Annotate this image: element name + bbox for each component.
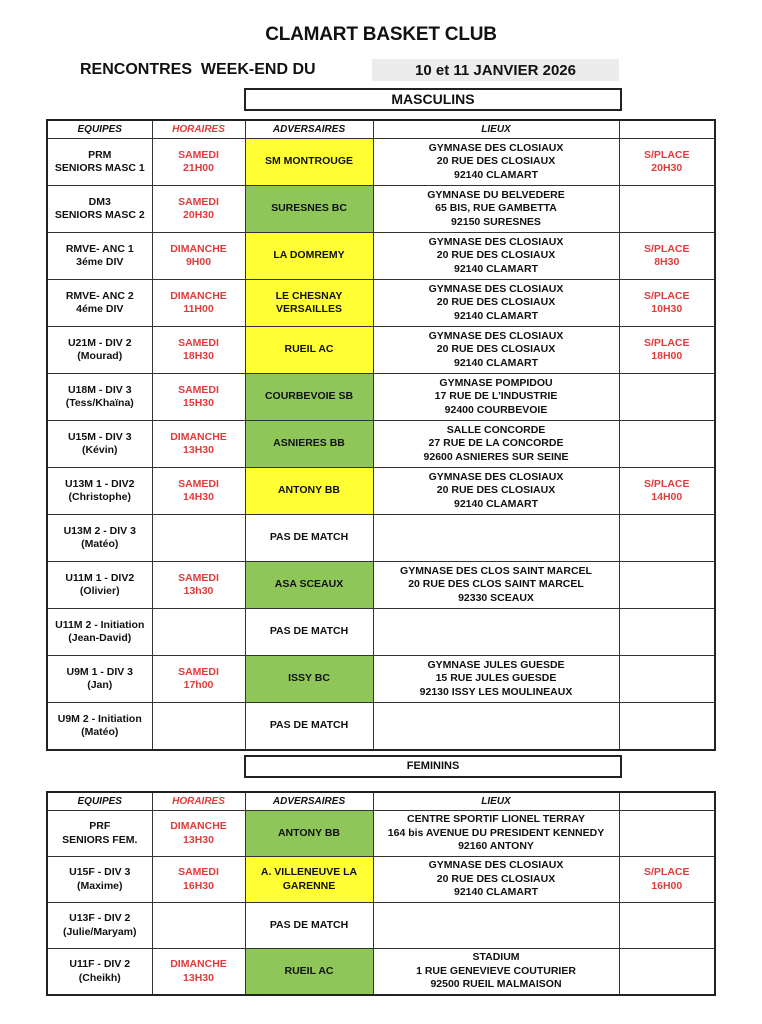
venue-cell: [373, 280, 619, 327]
opponent-cell: [245, 374, 373, 421]
venue-line: 20 RUE DES CLOSIAUX: [436, 296, 556, 309]
venue-cell: [373, 186, 619, 233]
venue-line: GYMNASE DES CLOSIAUX: [428, 282, 564, 295]
opponent-line: COURBEVOIE SB: [264, 390, 354, 403]
opponent-line: LA DOMREMY: [273, 249, 345, 262]
venue-line: GYMNASE DES CLOSIAUX: [428, 470, 564, 483]
opponent-line: GARENNE: [282, 879, 336, 892]
time-cell: [152, 949, 245, 996]
time-line: 16H30: [183, 879, 214, 892]
table-header-row: [47, 120, 715, 139]
opponent-line: RUEIL AC: [284, 343, 334, 356]
team-line: U11M 2 - Initiation: [55, 618, 145, 631]
rendez-vous-line: 14H00: [651, 491, 683, 503]
venue-line: GYMNASE POMPIDOU: [439, 376, 553, 389]
time-line: 17h00: [183, 679, 214, 691]
venue-cell: [373, 811, 619, 857]
header-lieux: LIEUX: [373, 792, 619, 811]
time-cell: [152, 327, 245, 374]
rendez-vous-cell: [619, 374, 715, 421]
opponent-line: PAS DE MATCH: [269, 531, 349, 544]
time-cell: [152, 562, 245, 609]
rendez-vous-line: S/PLACE: [643, 477, 690, 490]
opponent-line: ASA SCEAUX: [274, 578, 344, 591]
venue-line: GYMNASE DES CLOSIAUX: [428, 329, 564, 342]
venue-line: 92130 ISSY LES MOULINEAUX: [419, 685, 573, 698]
team-cell: [47, 562, 152, 609]
opponent-line: ASNIERES BB: [273, 437, 345, 450]
opponent-cell: [245, 327, 373, 374]
team-cell: [47, 468, 152, 515]
opponent-line: ISSY BC: [288, 672, 330, 685]
time-cell: [152, 656, 245, 703]
time-line: 20H30: [183, 209, 214, 221]
venue-line: GYMNASE DES CLOSIAUX: [428, 235, 564, 248]
header-rendez-vous: [619, 792, 715, 811]
team-line: PRF: [89, 820, 111, 832]
table-row: [47, 186, 715, 233]
rendez-vous-line: 18H00: [651, 350, 683, 362]
team-cell: [47, 280, 152, 327]
time-cell: [152, 233, 245, 280]
opponent-line: VERSAILLES: [276, 303, 342, 315]
opponent-cell: [245, 811, 373, 857]
section-feminins: FEMININS: [244, 755, 622, 778]
team-cell: [47, 515, 152, 562]
rendez-vous-cell: [619, 421, 715, 468]
time-cell: [152, 186, 245, 233]
header-rendez-vous: [619, 120, 715, 139]
venue-line: GYMNASE JULES GUESDE: [427, 658, 565, 671]
venue-line: GYMNASE DU BELVEDERE: [427, 188, 565, 201]
opponent-line: ANTONY BB: [277, 484, 341, 497]
rendez-vous-cell: [619, 703, 715, 751]
team-line: U18M - DIV 3: [67, 383, 132, 396]
venue-cell: [373, 903, 619, 949]
time-line: SAMEDI: [178, 665, 219, 678]
table-row: [47, 468, 715, 515]
team-cell: [47, 374, 152, 421]
table-row: [47, 139, 715, 186]
rendez-vous-cell: [619, 139, 715, 186]
rendez-vous-line: 16H00: [651, 879, 683, 892]
rendez-vous-line: S/PLACE: [643, 148, 690, 161]
opponent-cell: [245, 280, 373, 327]
header-horaires: HORAIRES: [152, 120, 245, 139]
team-line: U13F - DIV 2: [69, 912, 131, 924]
team-cell: [47, 233, 152, 280]
venue-line: 20 RUE DES CLOS SAINT MARCEL: [408, 578, 584, 591]
venue-line: 20 RUE DES CLOSIAUX: [436, 343, 556, 356]
venue-cell: [373, 515, 619, 562]
venue-line: 92330 SCEAUX: [458, 591, 534, 604]
time-line: 13H30: [183, 971, 214, 984]
opponent-line: SM MONTROUGE: [264, 155, 354, 168]
venue-line: GYMNASE DES CLOSIAUX: [428, 141, 564, 154]
team-line: (Jan): [87, 679, 113, 691]
section-masculins: MASCULINS: [244, 88, 622, 111]
venue-cell: [373, 468, 619, 515]
time-cell: [152, 857, 245, 903]
opponent-line: RUEIL AC: [284, 964, 334, 977]
team-cell: [47, 656, 152, 703]
rendez-vous-cell: [619, 857, 715, 903]
team-line: U21M - DIV 2: [67, 336, 132, 349]
opponent-cell: [245, 515, 373, 562]
table-row: [47, 562, 715, 609]
table-row: [47, 421, 715, 468]
opponent-line: LE CHESNAY: [275, 289, 343, 302]
team-line: RMVE- ANC 1: [65, 242, 134, 255]
rendez-vous-line: S/PLACE: [643, 336, 690, 349]
table-row: [47, 857, 715, 903]
opponent-cell: [245, 609, 373, 656]
team-line: SENIORS MASC 1: [54, 162, 145, 174]
team-line: (Mourad): [77, 350, 123, 362]
opponent-cell: [245, 562, 373, 609]
table-row: [47, 609, 715, 656]
time-line: 13h30: [183, 585, 214, 597]
team-line: (Julie/Maryam): [62, 925, 137, 938]
header-adversaires: ADVERSAIRES: [245, 792, 373, 811]
time-cell: [152, 703, 245, 751]
table-row: [47, 280, 715, 327]
team-line: U13M 2 - DIV 3: [63, 524, 136, 537]
venue-line: GYMNASE DES CLOS SAINT MARCEL: [400, 564, 592, 577]
venue-cell: [373, 609, 619, 656]
opponent-line: PAS DE MATCH: [269, 625, 349, 638]
time-cell: [152, 811, 245, 857]
time-cell: [152, 280, 245, 327]
team-line: (Maxime): [76, 879, 123, 892]
opponent-line: SURESNES BC: [271, 202, 347, 215]
time-cell: [152, 515, 245, 562]
venue-cell: [373, 327, 619, 374]
team-line: SENIORS FEM.: [62, 833, 138, 846]
opponent-line: PAS DE MATCH: [269, 719, 349, 732]
venue-cell: [373, 139, 619, 186]
venue-line: 92400 COURBEVOIE: [444, 403, 548, 416]
opponent-cell: [245, 139, 373, 186]
rendez-vous-cell: [619, 186, 715, 233]
table-row: [47, 811, 715, 857]
team-cell: [47, 609, 152, 656]
opponent-cell: [245, 949, 373, 996]
time-line: 21H00: [183, 162, 214, 174]
venue-line: 92140 CLAMART: [453, 886, 539, 899]
team-line: 3éme DIV: [76, 256, 124, 268]
venue-line: STADIUM: [472, 951, 520, 964]
rendez-vous-cell: [619, 233, 715, 280]
venue-line: 92140 CLAMART: [453, 262, 539, 275]
time-line: 13H30: [183, 833, 214, 846]
time-line: DIMANCHE: [170, 289, 227, 302]
rendez-vous-line: S/PLACE: [643, 289, 690, 302]
venue-cell: [373, 656, 619, 703]
table-row: [47, 656, 715, 703]
time-cell: [152, 468, 245, 515]
venue-line: GYMNASE DES CLOSIAUX: [428, 859, 564, 872]
opponent-cell: [245, 233, 373, 280]
team-line: (Jean-David): [68, 632, 132, 644]
feminins-rows: [47, 811, 715, 996]
team-line: U13M 1 - DIV2: [65, 477, 135, 490]
team-line: (Matéo): [81, 726, 119, 738]
team-line: (Matéo): [81, 538, 119, 550]
venue-cell: [373, 703, 619, 751]
team-line: U9M 1 - DIV 3: [66, 665, 134, 678]
time-line: 9H00: [185, 256, 212, 268]
opponent-line: PAS DE MATCH: [269, 918, 349, 931]
team-line: U11M 1 - DIV2: [65, 571, 135, 584]
rendez-vous-cell: [619, 327, 715, 374]
table-row: [47, 233, 715, 280]
time-line: SAMEDI: [178, 383, 219, 396]
team-line: (Tess/Khaïna): [65, 397, 134, 409]
venue-line: 17 RUE DE L'INDUSTRIE: [434, 390, 558, 403]
team-cell: [47, 703, 152, 751]
time-cell: [152, 374, 245, 421]
team-line: U15F - DIV 3: [69, 866, 131, 878]
team-cell: [47, 327, 152, 374]
rendez-vous-cell: [619, 562, 715, 609]
time-cell: [152, 609, 245, 656]
team-cell: [47, 857, 152, 903]
team-line: (Kévin): [81, 444, 118, 456]
time-line: DIMANCHE: [170, 242, 227, 255]
time-cell: [152, 903, 245, 949]
time-line: 15H30: [183, 397, 214, 409]
team-line: U9M 2 - Initiation: [57, 712, 142, 725]
opponent-cell: [245, 857, 373, 903]
team-cell: [47, 903, 152, 949]
time-line: 11H00: [183, 303, 214, 315]
venue-cell: [373, 949, 619, 996]
venue-cell: [373, 562, 619, 609]
rendez-vous-cell: [619, 903, 715, 949]
rendez-vous-cell: [619, 468, 715, 515]
opponent-cell: [245, 656, 373, 703]
venue-line: 92140 CLAMART: [453, 309, 539, 322]
table-header-row: [47, 792, 715, 811]
time-line: DIMANCHE: [170, 430, 227, 443]
table-row: [47, 903, 715, 949]
rendez-vous-line: 10H30: [651, 303, 683, 315]
venue-line: 92140 CLAMART: [453, 356, 539, 369]
time-line: SAMEDI: [178, 477, 219, 490]
team-line: (Cheikh): [78, 971, 121, 984]
opponent-cell: [245, 421, 373, 468]
team-line: SENIORS MASC 2: [54, 209, 145, 221]
venue-line: 20 RUE DES CLOSIAUX: [436, 155, 556, 168]
venue-cell: [373, 374, 619, 421]
venue-line: CENTRE SPORTIF LIONEL TERRAY: [407, 813, 585, 826]
opponent-line: A. VILLENEUVE LA: [260, 866, 358, 878]
time-line: SAMEDI: [178, 195, 219, 208]
opponent-cell: [245, 186, 373, 233]
time-line: DIMANCHE: [170, 820, 227, 832]
header-equipes: EQUIPES: [47, 792, 152, 811]
rendez-vous-line: S/PLACE: [643, 242, 690, 255]
venue-line: 92160 ANTONY: [458, 840, 534, 853]
team-cell: [47, 811, 152, 857]
team-cell: [47, 186, 152, 233]
venue-line: 1 RUE GENEVIEVE COUTURIER: [416, 964, 576, 977]
time-line: SAMEDI: [178, 866, 219, 878]
weekend-label: RENCONTRES WEEK-END DU: [80, 61, 316, 78]
time-line: 18H30: [183, 350, 214, 362]
team-cell: [47, 949, 152, 996]
team-line: U11F - DIV 2: [69, 958, 131, 970]
team-line: RMVE- ANC 2: [65, 289, 134, 302]
team-line: (Christophe): [68, 491, 131, 503]
team-line: DM3: [88, 195, 111, 208]
time-line: SAMEDI: [178, 148, 219, 161]
table-row: [47, 949, 715, 996]
rendez-vous-cell: [619, 656, 715, 703]
rendez-vous-cell: [619, 949, 715, 996]
opponent-cell: [245, 903, 373, 949]
venue-line: 65 BIS, RUE GAMBETTA: [435, 202, 557, 215]
team-line: 4éme DIV: [76, 303, 124, 315]
rendez-vous-cell: [619, 515, 715, 562]
venue-line: 92500 RUEIL MALMAISON: [430, 978, 562, 991]
team-line: U15M - DIV 3: [67, 430, 132, 443]
time-line: SAMEDI: [178, 336, 219, 349]
masculins-table: [46, 119, 716, 751]
venue-line: 20 RUE DES CLOSIAUX: [436, 484, 556, 497]
rendez-vous-cell: [619, 811, 715, 857]
rendez-vous-line: 20H30: [651, 162, 683, 174]
venue-cell: [373, 857, 619, 903]
team-line: (Olivier): [79, 585, 120, 597]
venue-line: 92150 SURESNES: [451, 215, 541, 228]
team-cell: [47, 139, 152, 186]
rendez-vous-cell: [619, 609, 715, 656]
time-line: DIMANCHE: [170, 958, 227, 970]
rendez-vous-line: S/PLACE: [643, 866, 690, 878]
time-cell: [152, 139, 245, 186]
header-equipes: EQUIPES: [47, 120, 152, 139]
venue-line: 92600 ASNIERES SUR SEINE: [423, 450, 569, 463]
opponent-cell: [245, 468, 373, 515]
header-horaires: HORAIRES: [152, 792, 245, 811]
time-cell: [152, 421, 245, 468]
club-title: CLAMART BASKET CLUB: [265, 24, 497, 45]
venue-cell: [373, 421, 619, 468]
venue-line: SALLE CONCORDE: [446, 423, 546, 436]
header-lieux: LIEUX: [373, 120, 619, 139]
opponent-cell: [245, 703, 373, 751]
time-line: SAMEDI: [178, 571, 219, 584]
rendez-vous-cell: [619, 280, 715, 327]
team-cell: [47, 421, 152, 468]
opponent-line: ANTONY BB: [277, 826, 341, 839]
venue-line: 92140 CLAMART: [453, 497, 539, 510]
team-line: PRM: [88, 148, 112, 161]
venue-line: 27 RUE DE LA CONCORDE: [428, 437, 564, 450]
table-row: [47, 515, 715, 562]
venue-line: 20 RUE DES CLOSIAUX: [436, 249, 556, 262]
table-row: [47, 703, 715, 751]
masculins-rows: [47, 139, 715, 751]
table-row: [47, 374, 715, 421]
venue-line: 20 RUE DES CLOSIAUX: [436, 872, 556, 885]
rendez-vous-line: 8H30: [654, 256, 680, 268]
table-row: [47, 327, 715, 374]
venue-line: 164 bis AVENUE DU PRESIDENT KENNEDY: [387, 826, 605, 839]
header-adversaires: ADVERSAIRES: [245, 120, 373, 139]
time-line: 14H30: [183, 491, 214, 503]
venue-line: 15 RUE JULES GUESDE: [435, 672, 557, 685]
venue-cell: [373, 233, 619, 280]
time-line: 13H30: [183, 444, 214, 456]
weekend-date: 10 et 11 JANVIER 2026: [372, 59, 619, 81]
venue-line: 92140 CLAMART: [453, 168, 539, 181]
feminins-table: [46, 791, 716, 996]
